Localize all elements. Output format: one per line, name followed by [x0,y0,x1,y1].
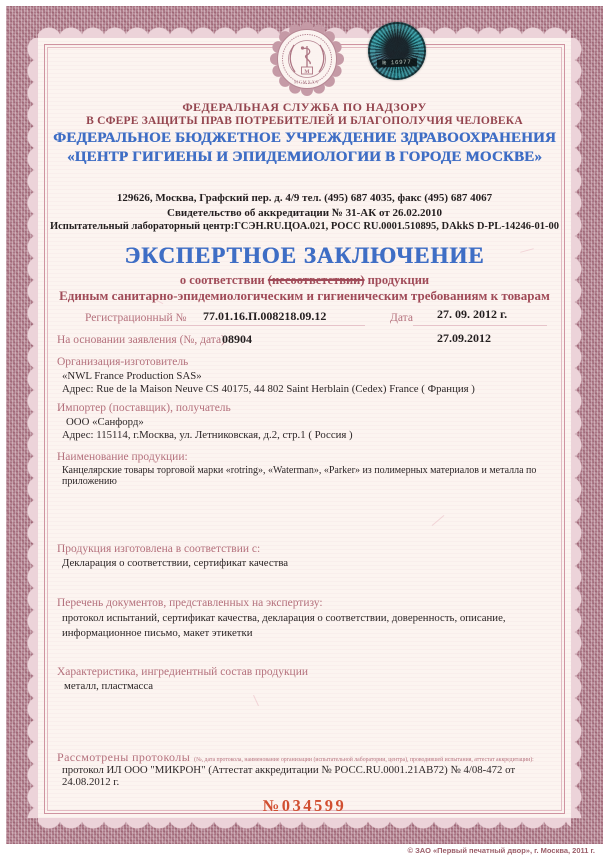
subtitle-prefix: о соответствии [179,273,268,287]
document-title: ЭКСПЕРТНОЕ ЗАКЛЮЧЕНИЕ [124,243,485,268]
date-label: Дата [390,312,413,324]
rospotrebnadzor-emblem [268,22,346,98]
agency-name-line1: ФЕДЕРАЛЬНАЯ СЛУЖБА ПО НАДЗОРУ [182,100,427,114]
hologram-sticker [368,22,426,80]
org-name-line1: ФЕДЕРАЛЬНОЕ БЮДЖЕТНОЕ УЧРЕЖДЕНИЕ ЗДРАВООХРАНЕНИЯ [53,130,556,146]
product-value: Канцелярские товары торговой марки «rotring», «Waterman», «Parker» из полимерных материалов и металла по приложению [62,465,537,487]
blank-serial-number: №034599 [262,796,347,815]
protocols-label-smallprint: (№, дата протокола, наименование организации (испытательной лаборатории, центра), проводившей испытания, аттестат аккредитации): [194,757,534,763]
protocols-label: Рассмотрены протоколы [57,750,191,764]
manufacturer-address: Адрес: Rue de la Maison Neuve CS 40175, 44 802 Saint Herblain (Cedex) France ( Франция ) [62,383,475,395]
document-subtitle [48,273,561,288]
accreditation-line: Свидетельство об аккредитации № 31-АК от 26.02.2010 [167,207,442,219]
basis-date-value: 27.09.2012 [437,331,491,345]
characteristics-label: Характеристика, ингредиентный состав продукции [57,666,309,678]
documents-label: Перечень документов, представленных на экспертизу: [57,597,323,609]
registration-number-label: Регистрационный № [85,312,187,324]
printer-copyright: © ЗАО «Первый печатный двор», г. Москва, 2011 г. [407,846,595,855]
border-scallop-left [26,38,38,818]
compliance-value: Декларация о соответствии, сертификат качества [62,557,289,569]
org-address: 129626, Москва, Графский пер. д. 4/9 тел. (495) 687 4035, факс (495) 687 4067 [116,192,493,204]
subtitle-struck-word: (несоответствии) [267,273,365,287]
basis-number-value: 08904 [222,332,252,346]
lab-center-line: Испытательный лабораторный центр:ГСЭН.RU.ЦОА.021, РОСС RU.0001.510895, DAkkS D-PL-14246-01-00 [49,221,560,232]
registration-underline [160,325,365,326]
border-scallop-right [571,38,583,818]
importer-address: Адрес: 115114, г.Москва, ул. Летниковская, д.2, стр.1 ( Россия ) [62,429,353,441]
importer-label: Импортер (поставщик), получатель [57,402,231,414]
emblem-year: МСМХХV [294,79,320,85]
emblem-monogram: М [304,68,310,75]
manufacturer-name: «NWL France Production SAS» [62,370,202,382]
importer-name: ООО «Санфорд» [66,416,144,428]
hologram-serial: № 16977 [377,58,417,67]
manufacturer-label: Организация-изготовитель [57,356,189,368]
characteristics-value: металл, пластмасса [64,680,154,692]
agency-name-line2: В СФЕРЕ ЗАЩИТЫ ПРАВ ПОТРЕБИТЕЛЕЙ И БЛАГОПОЛУЧИЯ ЧЕЛОВЕКА [86,115,523,127]
protocols-value: протокол ИЛ ООО "МИКРОН" (Аттестат аккредитации № РОСС.RU.0001.21АВ72) № 4/08-472 от 24.08.2012 г. [62,764,516,788]
documents-value: протокол испытаний, сертификат качества, декларация о соответствии, доверенность, описание, информационное письмо, макет этикетки [62,612,506,639]
registration-number-value: 77.01.16.П.008218.09.12 [203,309,327,323]
basis-label: На основании заявления (№, дата) [57,334,225,346]
date-value: 27. 09. 2012 г. [437,307,508,321]
border-scallop-bottom [38,818,571,830]
document-subtitle-line2: Единым санитарно-эпидемиологическим и гигиеническим требованиям к товарам [59,288,550,303]
date-underline [413,325,547,326]
compliance-label: Продукция изготовлена в соответствии с: [57,543,261,555]
product-label: Наименование продукции: [57,451,188,463]
org-name-line2: «ЦЕНТР ГИГИЕНЫ И ЭПИДЕМИОЛОГИИ В ГОРОДЕ МОСКВЕ» [66,149,543,165]
subtitle-suffix: продукции [364,273,430,287]
